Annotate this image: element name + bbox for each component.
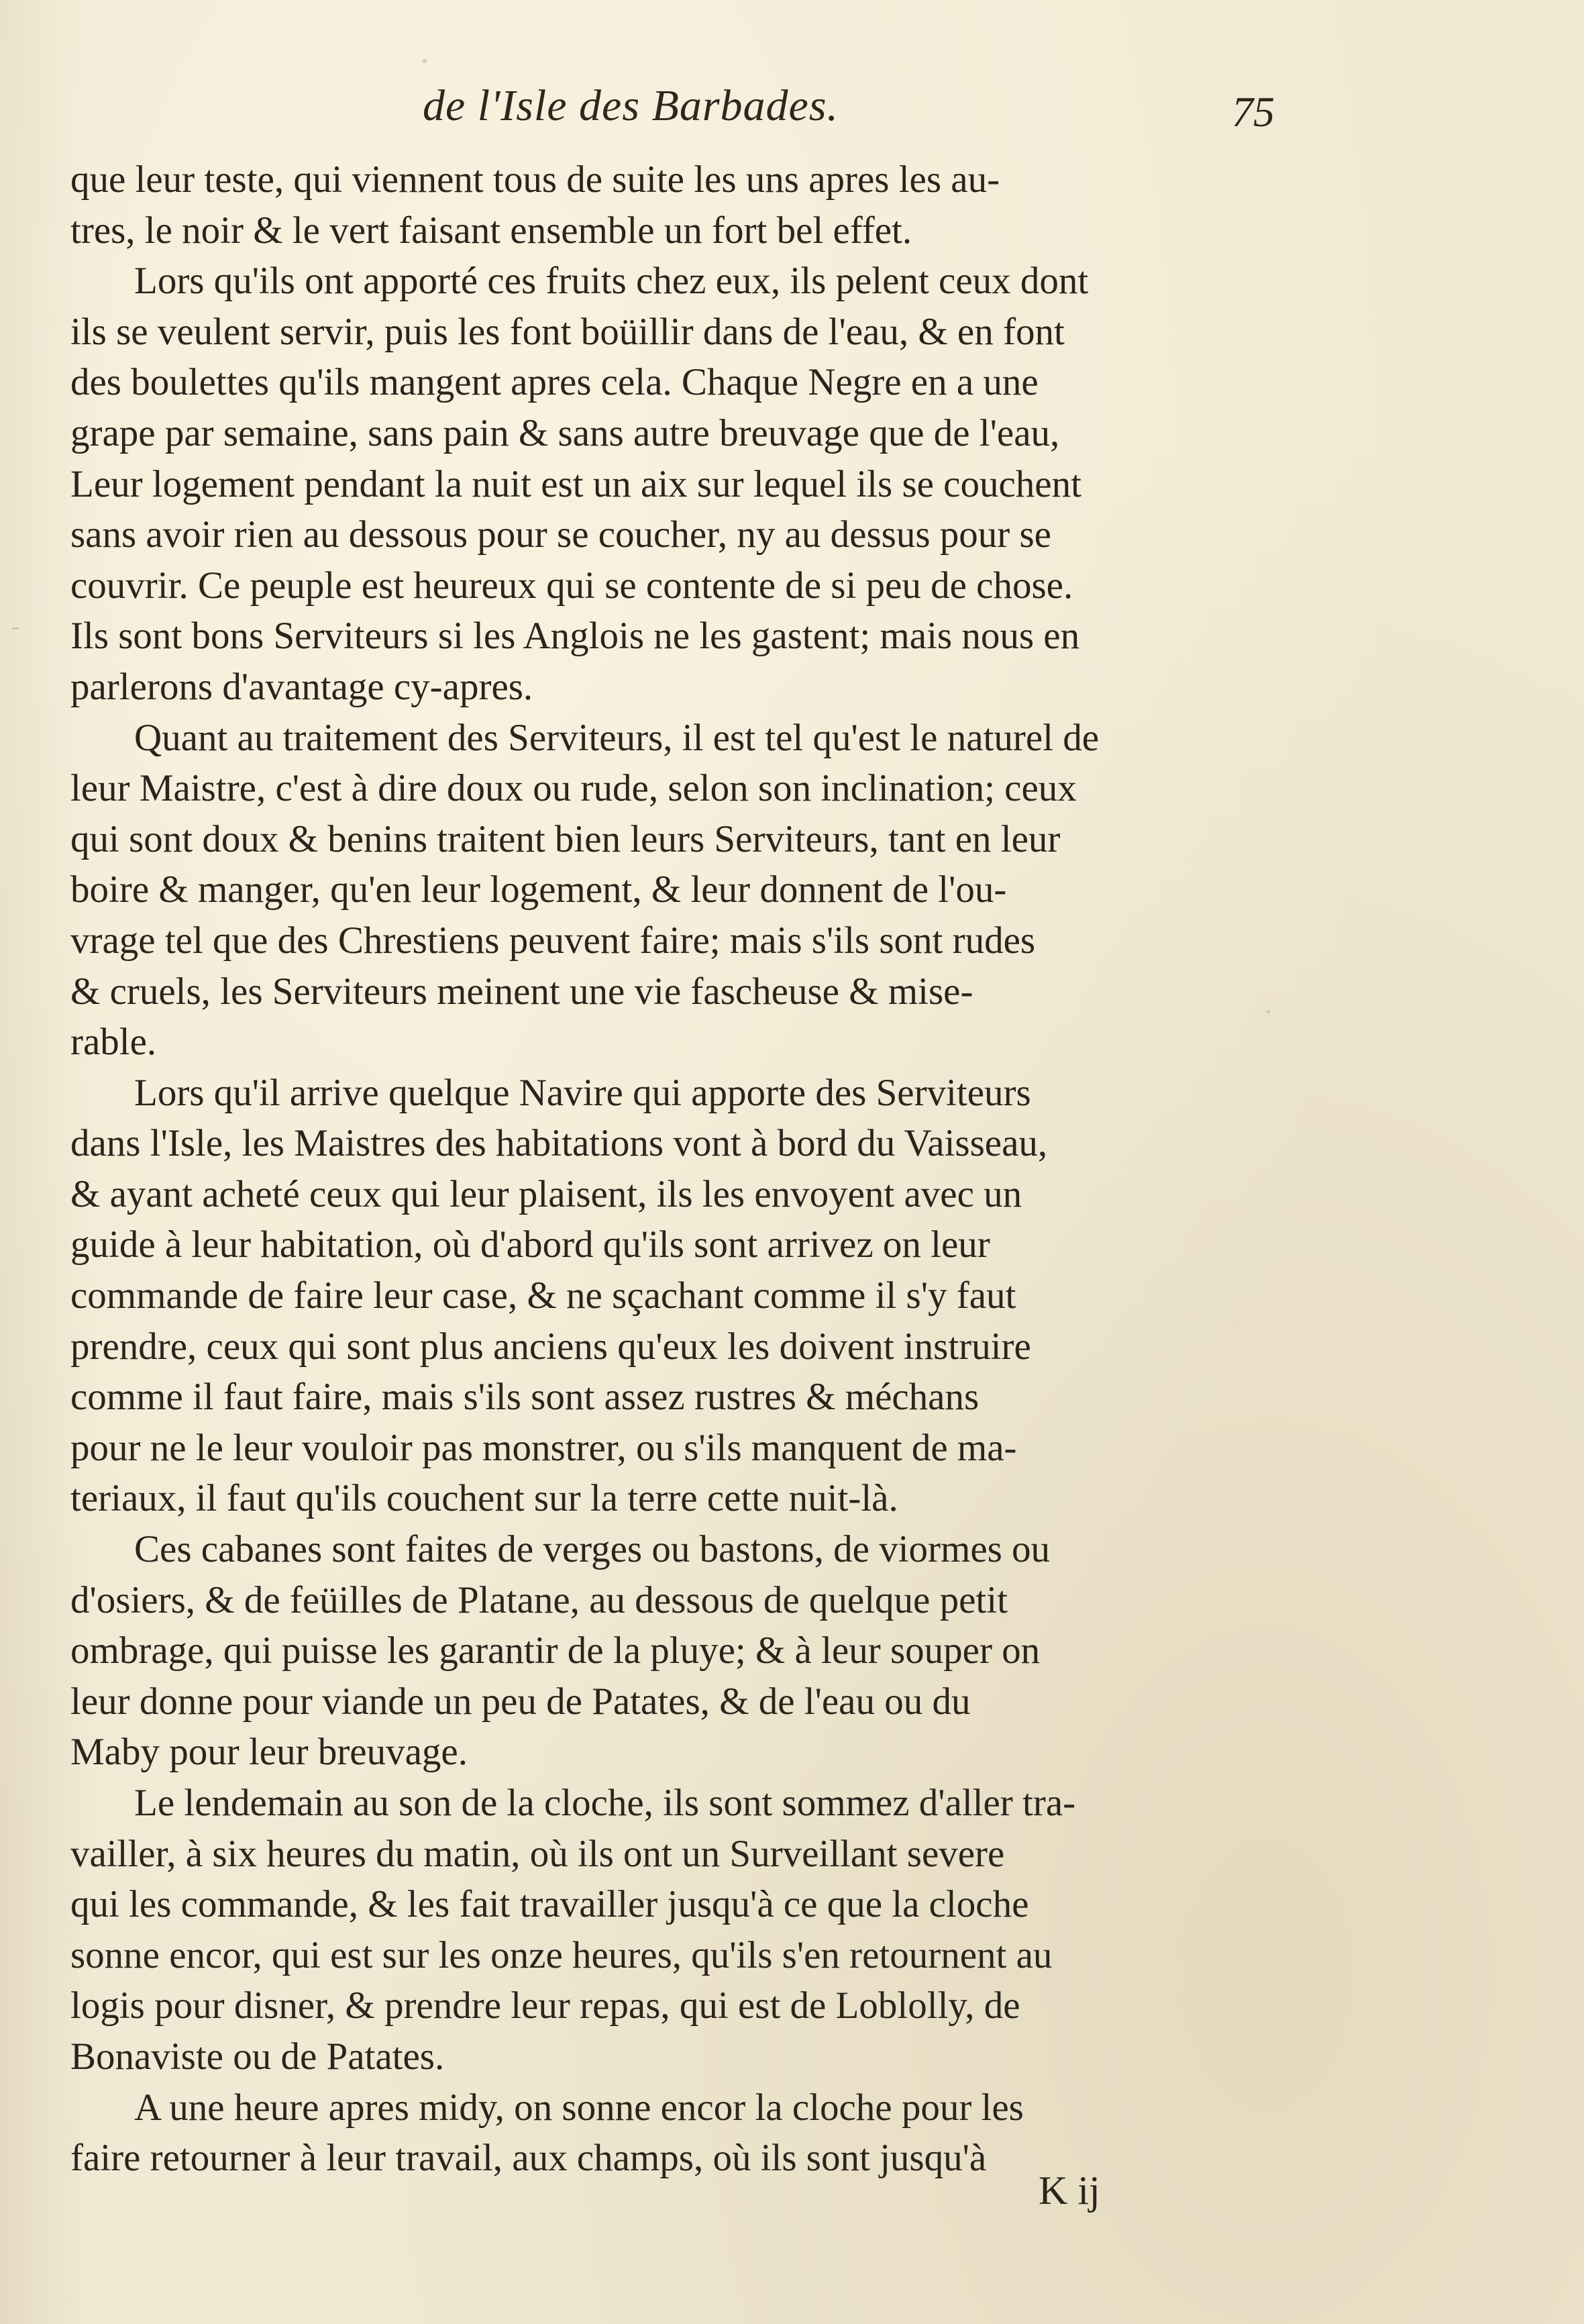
text-line: grape par semaine, sans pain & sans autre breuvage que de l'eau,	[70, 411, 1060, 454]
text-line: leur donne pour viande un peu de Patates, & de l'eau ou du	[70, 1680, 971, 1723]
text-line: prendre, ceux qui sont plus anciens qu'eux les doivent instruire	[70, 1325, 1031, 1368]
running-title: de l'Isle des Barbades.	[423, 81, 839, 130]
text-line: ils se veulent servir, puis les font boüillir dans de l'eau, & en font	[70, 310, 1065, 353]
page-number: 75	[1232, 88, 1275, 136]
text-line: d'osiers, & de feüilles de Platane, au dessous de quelque petit	[70, 1578, 1008, 1621]
text-line: guide à leur habitation, où d'abord qu'ils sont arrivez on leur	[70, 1223, 990, 1266]
text-line: & cruels, les Serviteurs meinent une vie fascheuse & mise-	[70, 970, 973, 1013]
text-line: qui les commande, & les fait travailler jusqu'à ce que la cloche	[70, 1883, 1029, 1926]
text-line: Leur logement pendant la nuit est un aix sur lequel ils se couchent	[70, 462, 1081, 505]
text-line: couvrir. Ce peuple est heureux qui se contente de si peu de chose.	[70, 564, 1073, 607]
ink-speck	[1267, 1010, 1270, 1013]
text-line: comme il faut faire, mais s'ils sont assez rustres & méchans	[70, 1376, 980, 1419]
text-line: des boulettes qu'ils mangent apres cela. Chaque Negre en a une	[70, 361, 1039, 404]
paragraph-first-line: Ces cabanes sont faites de verges ou bastons, de viormes ou	[134, 1528, 1051, 1571]
page-header	[70, 81, 1275, 154]
text-line: faire retourner à leur travail, aux champs, où ils sont jusqu'à	[70, 2137, 987, 2180]
text-line: vailler, à six heures du matin, où ils ont un Surveillant severe	[70, 1832, 1005, 1875]
paragraph-first-line: Lors qu'ils ont apporté ces fruits chez eux, ils pelent ceux dont	[134, 260, 1089, 303]
text-line: commande de faire leur case, & ne sçachant comme il s'y faut	[70, 1274, 1016, 1317]
ink-speck	[423, 59, 427, 63]
paragraph-first-line: Le lendemain au son de la cloche, ils sont sommez d'aller tra-	[134, 1782, 1076, 1824]
text-line: tres, le noir & le vert faisant ensemble un fort bel effet.	[70, 209, 912, 252]
text-line: dans l'Isle, les Maistres des habitations vont à bord du Vaisseau,	[70, 1122, 1048, 1165]
text-line: leur Maistre, c'est à dire doux ou rude, selon son inclination; ceux	[70, 767, 1077, 810]
text-line: rable.	[70, 1021, 157, 1064]
text-line: parlerons d'avantage cy-apres.	[70, 665, 533, 708]
text-line: ombrage, qui puisse les garantir de la pluye; & à leur souper on	[70, 1629, 1041, 1672]
text-line: teriaux, il faut qu'ils couchent sur la terre cette nuit-là.	[70, 1477, 898, 1520]
text-line: Ils sont bons Serviteurs si les Anglois ne les gastent; mais nous en	[70, 615, 1080, 658]
body-text	[70, 154, 1275, 2184]
paragraph-first-line: A une heure apres midy, on sonne encor la cloche pour les	[134, 2086, 1024, 2129]
text-line: boire & manger, qu'en leur logement, & leur donnent de l'ou-	[70, 868, 1007, 911]
paragraph-first-line: Lors qu'il arrive quelque Navire qui apporte des Serviteurs	[134, 1071, 1031, 1114]
text-line: & ayant acheté ceux qui leur plaisent, ils les envoyent avec un	[70, 1172, 1022, 1215]
text-line: sonne encor, qui est sur les onze heures, qu'ils s'en retournent au	[70, 1933, 1053, 1976]
text-line: Bonaviste ou de Patates.	[70, 2035, 445, 2078]
ink-speck	[12, 627, 19, 629]
text-line: Maby pour leur breuvage.	[70, 1731, 468, 1774]
text-line: vrage tel que des Chrestiens peuvent faire; mais s'ils sont rudes	[70, 919, 1036, 962]
text-line: pour ne le leur vouloir pas monstrer, ou s'ils manquent de ma-	[70, 1426, 1017, 1469]
paragraph-first-line: Quant au traitement des Serviteurs, il est tel qu'est le naturel de	[134, 716, 1099, 759]
text-line: que leur teste, qui viennent tous de suite les uns apres les au-	[70, 158, 1000, 201]
text-line: sans avoir rien au dessous pour se coucher, ny au dessus pour se	[70, 513, 1051, 556]
text-line: qui sont doux & benins traitent bien leurs Serviteurs, tant en leur	[70, 817, 1061, 860]
text-line: logis pour disner, & prendre leur repas, qui est de Loblolly, de	[70, 1984, 1020, 2027]
signature-mark: K ij	[1039, 2168, 1100, 2213]
